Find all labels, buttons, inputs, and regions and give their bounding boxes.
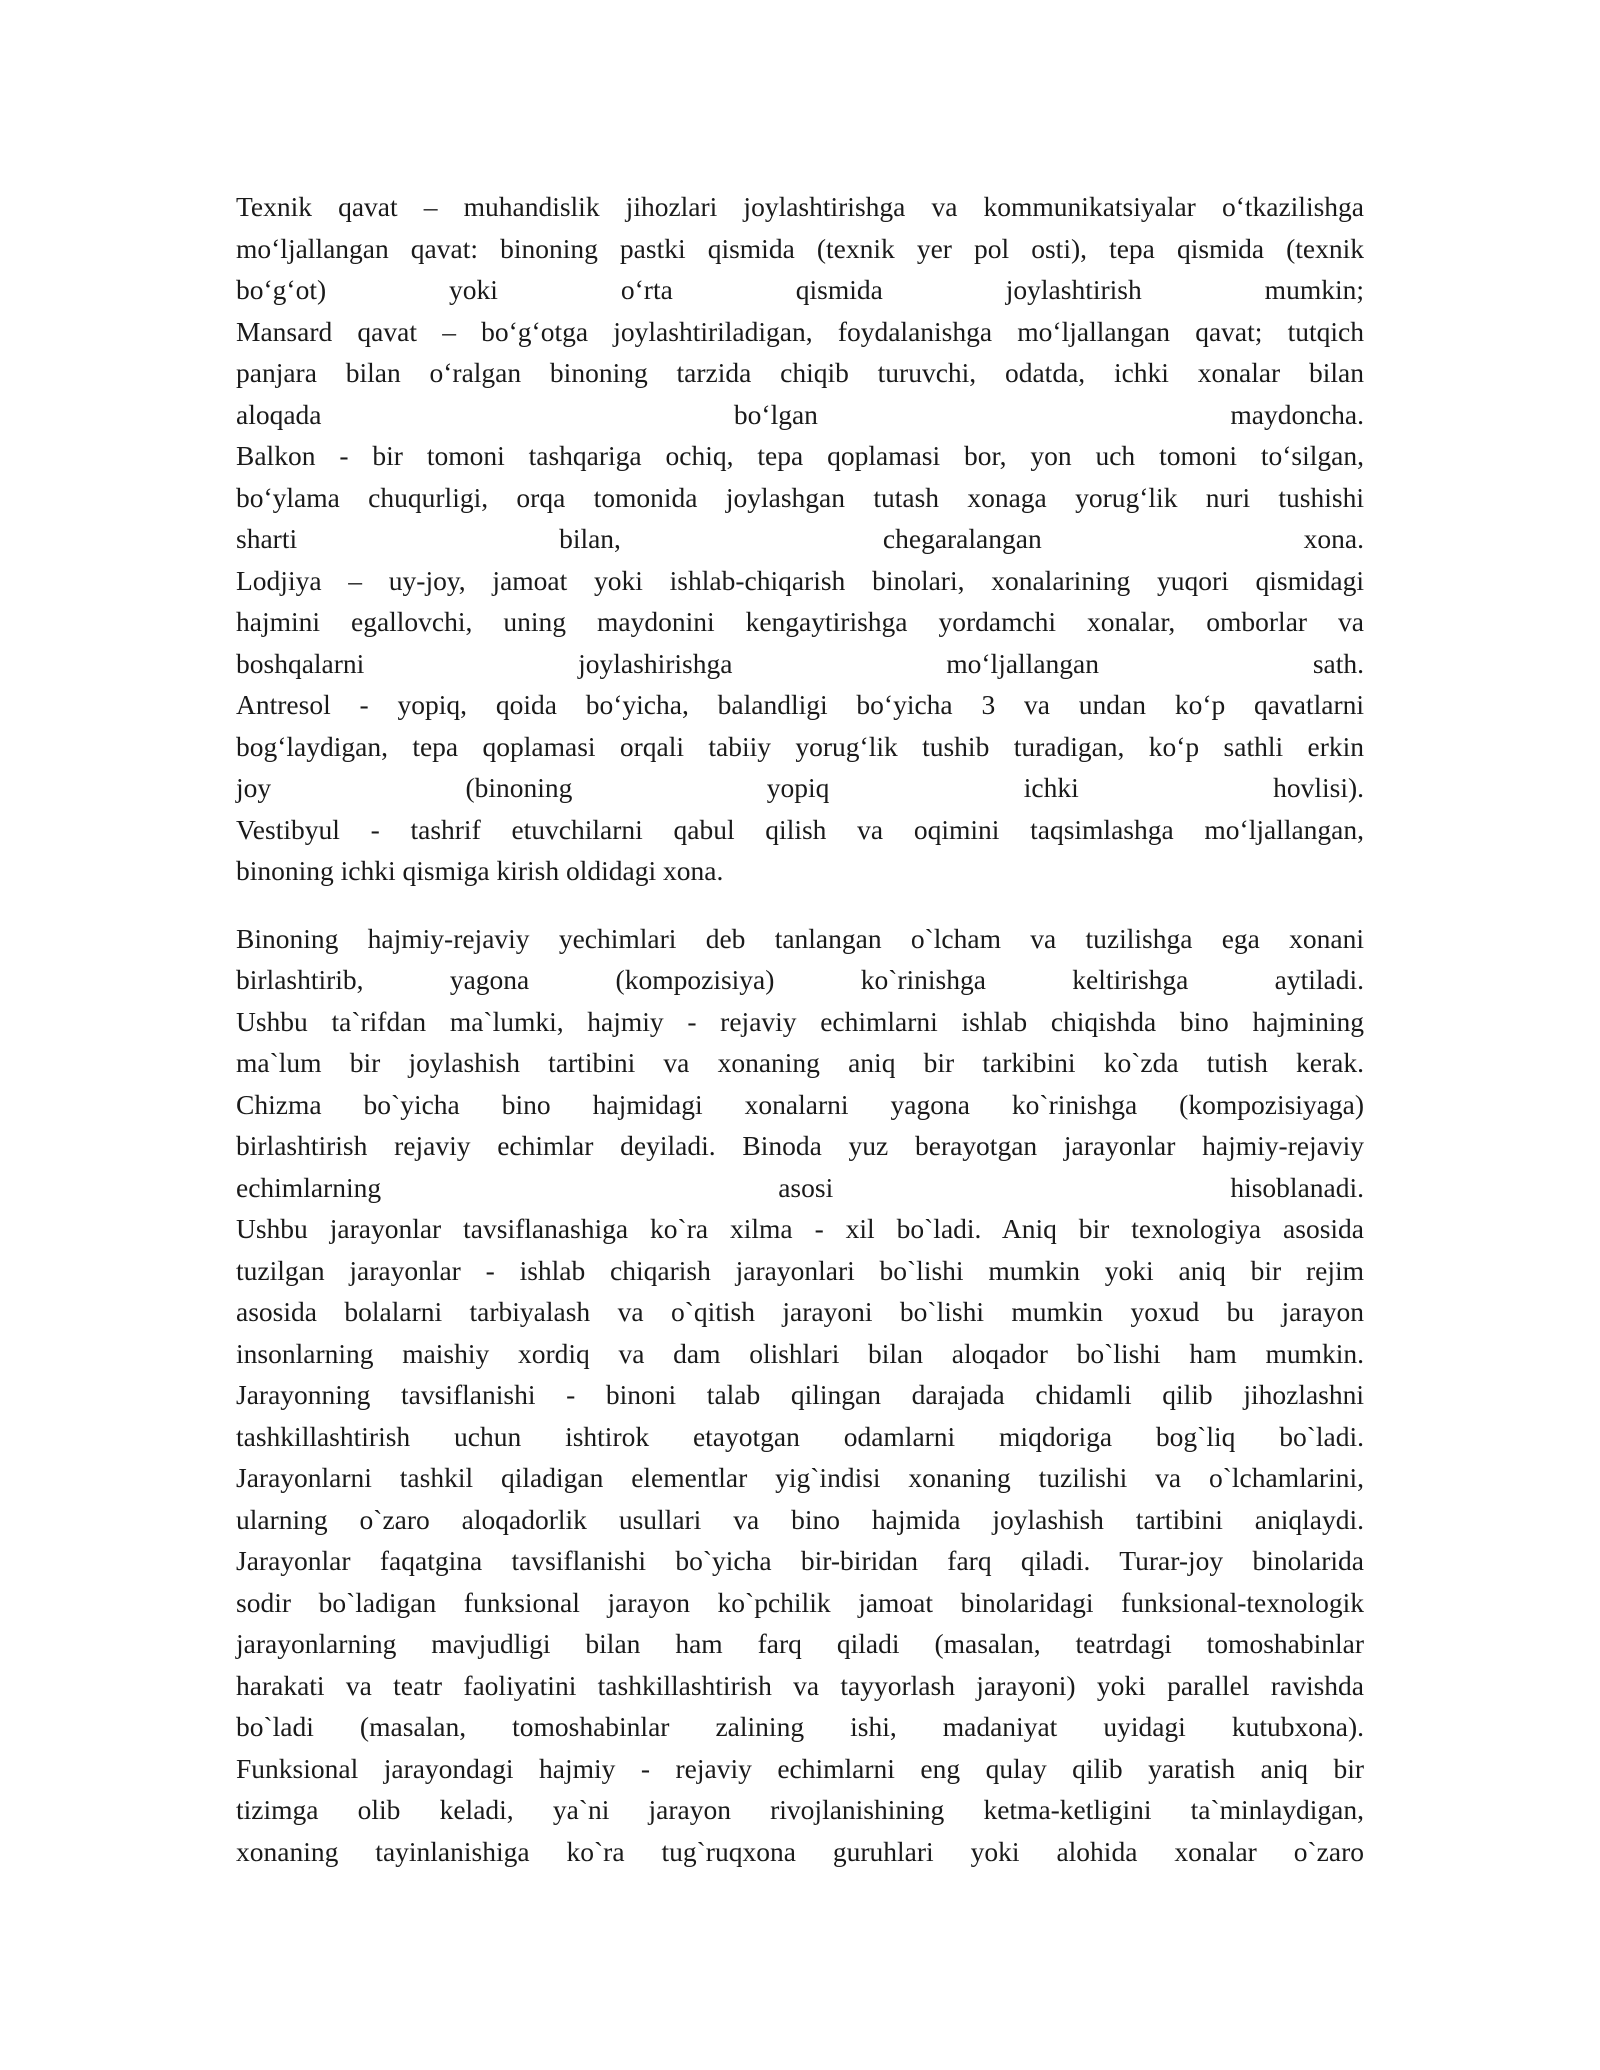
text-line: sodir bo`ladigan funksional jarayon ko`pchilik jamoat binolaridagi funksional-texnologik <box>236 1586 1364 1618</box>
text-line: bo`ladi (masalan, tomoshabinlar zalining ishi, madaniyat uyidagi kutubxona). <box>236 1711 1364 1742</box>
text-line: mo‘ljallangan qavat: binoning pastki qismida (texnik yer pol osti), tepa qismida (texnik <box>236 232 1364 264</box>
text-line: Funksional jarayondagi hajmiy - rejaviy echimlarni eng qulay qilib yaratish aniq bir <box>236 1752 1364 1784</box>
text-line: Texnik qavat – muhandislik jihozlari joylashtirishga va kommunikatsiyalar o‘tkazilishga <box>236 191 1364 222</box>
text-line: Binoning hajmiy-rejaviy yechimlari deb tanlangan o`lcham va tuzilishga ega xonani <box>236 922 1364 954</box>
text-line: aloqada bo‘lgan maydoncha. <box>236 398 1364 430</box>
text-line: Vestibyul - tashrif etuvchilarni qabul qilish va oqimini taqsimlashga mo‘ljallangan, <box>236 813 1364 845</box>
text-line: bo‘ylama chuqurligi, orqa tomonida joylashgan tutash xonaga yorug‘lik nuri tushishi <box>236 481 1364 513</box>
text-line: Jarayonlarni tashkil qiladigan elementlar yig`indisi xonaning tuzilishi va o`lchamlarini, <box>236 1462 1364 1493</box>
text-line: birlashtirib, yagona (kompozisiya) ko`rinishga keltirishga aytiladi. <box>236 964 1364 995</box>
text-line: birlashtirish rejaviy echimlar deyiladi. Binoda yuz berayotgan jarayonlar hajmiy-rejaviy <box>236 1130 1364 1161</box>
text-line: asosida bolalarni tarbiyalash va o`qitish jarayoni bo`lishi mumkin yoxud bu jarayon <box>236 1296 1364 1327</box>
text-line: Chizma bo`yicha bino hajmidagi xonalarni yagona ko`rinishga (kompozisiyaga) <box>236 1088 1364 1120</box>
text-line: bo‘g‘ot) yoki o‘rta qismida joylashtirish mumkin; <box>236 274 1364 305</box>
text-line: Mansard qavat – bo‘g‘otga joylashtiriladigan, foydalanishga mo‘ljallangan qavat; tutqich <box>236 315 1364 347</box>
text-line: ma`lum bir joylashish tartibini va xonaning aniq bir tarkibini ko`zda tutish kerak. <box>236 1047 1364 1078</box>
text-line: Ushbu ta`rifdan ma`lumki, hajmiy - rejaviy echimlarni ishlab chiqishda bino hajmining <box>236 1005 1364 1037</box>
text-line: Ushbu jarayonlar tavsiflanashiga ko`ra xilma - xil bo`ladi. Aniq bir texnologiya asosida <box>236 1213 1364 1244</box>
text-line: ularning o`zaro aloqadorlik usullari va bino hajmida joylashish tartibini aniqlaydi. <box>236 1503 1364 1535</box>
text-line: tuzilgan jarayonlar - ishlab chiqarish jarayonlari bo`lishi mumkin yoki aniq bir rejim <box>236 1254 1364 1286</box>
text-line: sharti bilan, chegaralangan xona. <box>236 523 1364 554</box>
text-line: Jarayonlar faqatgina tavsiflanishi bo`yicha bir-biridan farq qiladi. Turar-joy binolarida <box>236 1545 1364 1576</box>
text-line: insonlarning maishiy xordiq va dam olishlari bilan aloqador bo`lishi ham mumkin. <box>236 1337 1364 1369</box>
text-line: Jarayonning tavsiflanishi - binoni talab qilingan darajada chidamli qilib jihozlashni <box>236 1379 1364 1410</box>
text-line: xonaning tayinlanishiga ko`ra tug`ruqxona guruhlari yoki alohida xonalar o`zaro <box>236 1835 1364 1867</box>
text-line: tashkillashtirish uchun ishtirok etayotgan odamlarni miqdoriga bog`liq bo`ladi. <box>236 1420 1364 1452</box>
paragraph <box>236 186 1364 892</box>
paragraph <box>236 918 1364 1873</box>
text-line: bog‘laydigan, tepa qoplamasi orqali tabiiy yorug‘lik tushib turadigan, ko‘p sathli erkin <box>236 730 1364 762</box>
text-line: echimlarning asosi hisoblanadi. <box>236 1171 1364 1203</box>
text-line: tizimga olib keladi, ya`ni jarayon rivojlanishining ketma-ketligini ta`minlaydigan, <box>236 1794 1364 1825</box>
text-line: Antresol - yopiq, qoida bo‘yicha, balandligi bo‘yicha 3 va undan ko‘p qavatlarni <box>236 689 1364 720</box>
text-line: panjara bilan o‘ralgan binoning tarzida chiqib turuvchi, odatda, ichki xonalar bilan <box>236 357 1364 388</box>
text-line: binoning ichki qismiga kirish oldidagi xona. <box>236 855 724 886</box>
text-line: boshqalarni joylashirishga mo‘ljallangan sath. <box>236 647 1364 679</box>
text-line: jarayonlarning mavjudligi bilan ham farq qiladi (masalan, teatrdagi tomoshabinlar <box>236 1628 1364 1659</box>
text-line: joy (binoning yopiq ichki hovlisi). <box>236 772 1364 803</box>
text-line: hajmini egallovchi, uning maydonini kengaytirishga yordamchi xonalar, omborlar va <box>236 606 1364 637</box>
text-line: Balkon - bir tomoni tashqariga ochiq, tepa qoplamasi bor, yon uch tomoni to‘silgan, <box>236 440 1364 471</box>
document-page <box>236 186 1364 1872</box>
text-line: Lodjiya – uy-joy, jamoat yoki ishlab-chiqarish binolari, xonalarining yuqori qismidagi <box>236 564 1364 596</box>
text-line: harakati va teatr faoliyatini tashkillashtirish va tayyorlash jarayoni) yoki parallel ravishda <box>236 1669 1364 1701</box>
